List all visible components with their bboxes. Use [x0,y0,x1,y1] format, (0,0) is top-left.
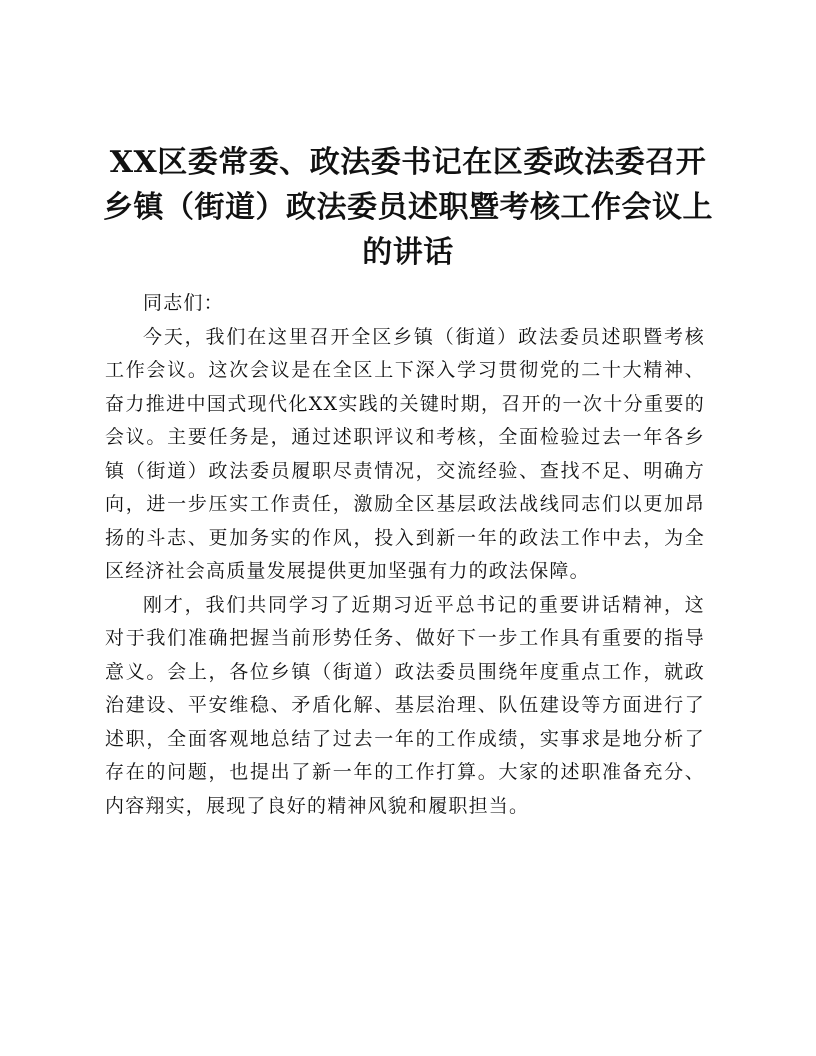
paragraph-1: 今天，我们在这里召开全区乡镇（街道）政法委员述职暨考核工作会议。这次会议是在全区上下深入学习贯彻党的二十大精神、奋力推进中国式现代化XX实践的关键时期，召开的一次十分重要的会议。主要任务是，通过述职评议和考核，全面检验过去一年各乡镇（街道）政法委员履职尽责情况，交流经验、查找不足、明确方向，进一步压实工作责任，激励全区基层政法战线同志们以更加昂扬的斗志、更加务实的作风，投入到新一年的政法工作中去，为全区经济社会高质量发展提供更加坚强有力的政法保障。 [105,325,705,582]
document-title: XX区委常委、政法委书记在区委政法委召开乡镇（街道）政法委员述职暨考核工作会议上的讲话 [103,145,713,270]
paragraph-2: 刚才，我们共同学习了近期习近平总书记的重要讲话精神，这对于我们准确把握当前形势任务、做好下一步工作具有重要的指导意义。会上，各位乡镇（街道）政法委员围绕年度重点工作，就政治建设、平安维稳、矛盾化解、基层治理、队伍建设等方面进行了述职，全面客观地总结了过去一年的工作成绩，实事求是地分析了存在的问题，也提出了新一年的工作打算。大家的述职准备充分、内容翔实，展现了良好的精神风貌和履职担当。 [105,593,705,817]
salutation: 同志们： [143,292,224,314]
document-body [105,287,705,823]
